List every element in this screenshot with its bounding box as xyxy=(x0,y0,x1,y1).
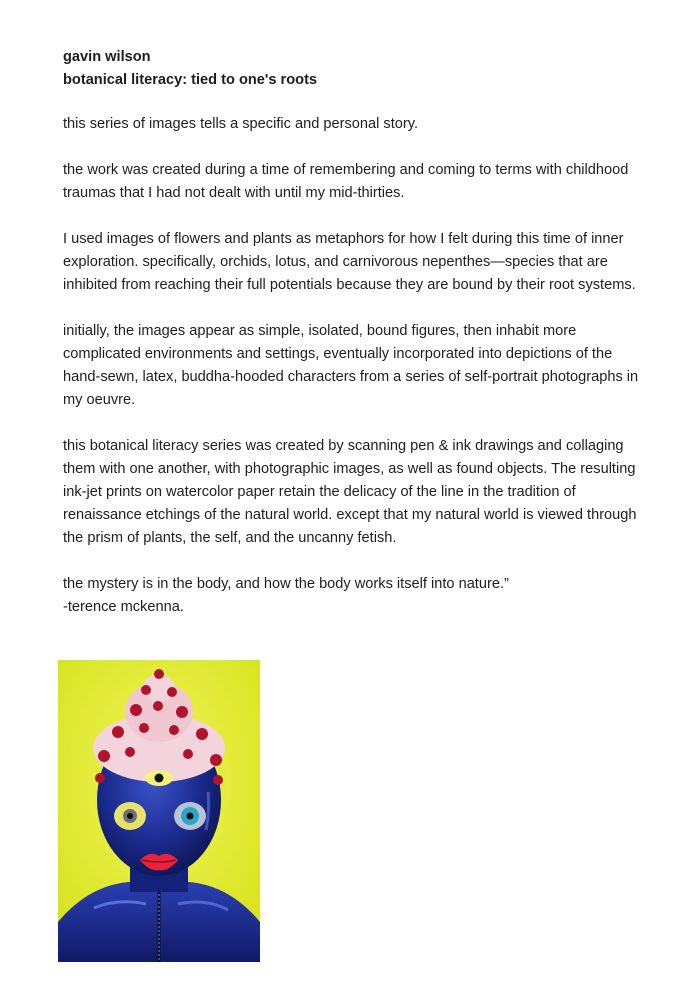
text-line: hand-sewn, latex, buddha-hooded characters from a series of self-portrait photographs in xyxy=(63,369,639,385)
text-line: exploration. specifically, orchids, lotus, and carnivorous nepenthes—species that are xyxy=(63,254,608,270)
author-name: gavin wilson xyxy=(63,49,151,65)
text-line: renaissance etchings of the natural world. except that my natural world is viewed through xyxy=(63,507,637,523)
text-line: this series of images tells a specific and personal story. xyxy=(63,116,419,132)
quote-attribution: -terence mckenna. xyxy=(63,599,184,615)
paragraph-metaphor xyxy=(63,228,663,297)
text-line: my oeuvre. xyxy=(63,392,136,408)
text-line: the work was created during a time of remembering and coming to terms with childhood xyxy=(63,162,629,178)
article-body xyxy=(63,113,663,619)
text-line: inhibited from reaching their full potentials because they are bound by their root systems. xyxy=(63,277,636,293)
text-line: initially, the images appear as simple, isolated, bound figures, then inhabit more xyxy=(63,323,577,339)
paragraph-progression xyxy=(63,320,663,412)
paragraph-intro xyxy=(63,113,663,136)
text-line: the prism of plants, the self, and the uncanny fetish. xyxy=(63,530,397,546)
text-line: ink-jet prints on watercolor paper retain the delicacy of the line in the tradition of xyxy=(63,484,576,500)
paragraph-origin xyxy=(63,159,663,205)
latex-hood-portrait-image xyxy=(58,660,260,962)
paragraph-quote xyxy=(63,573,663,619)
text-line: them with one another, with photographic images, as well as found objects. The resulting xyxy=(63,461,636,477)
article-title: botanical literacy: tied to one's roots xyxy=(63,72,318,88)
text-line: this botanical literacy series was created by scanning pen & ink drawings and collaging xyxy=(63,438,624,454)
article xyxy=(63,46,663,619)
artwork-photo xyxy=(58,660,260,962)
text-line: complicated environments and settings, eventually incorporated into depictions of the xyxy=(63,346,613,362)
text-line: traumas that I had not dealt with until my mid-thirties. xyxy=(63,185,405,201)
paragraph-process xyxy=(63,435,663,550)
quote-text: the mystery is in the body, and how the body works itself into nature.” xyxy=(63,576,509,592)
text-line: I used images of flowers and plants as metaphors for how I felt during this time of inner xyxy=(63,231,624,247)
